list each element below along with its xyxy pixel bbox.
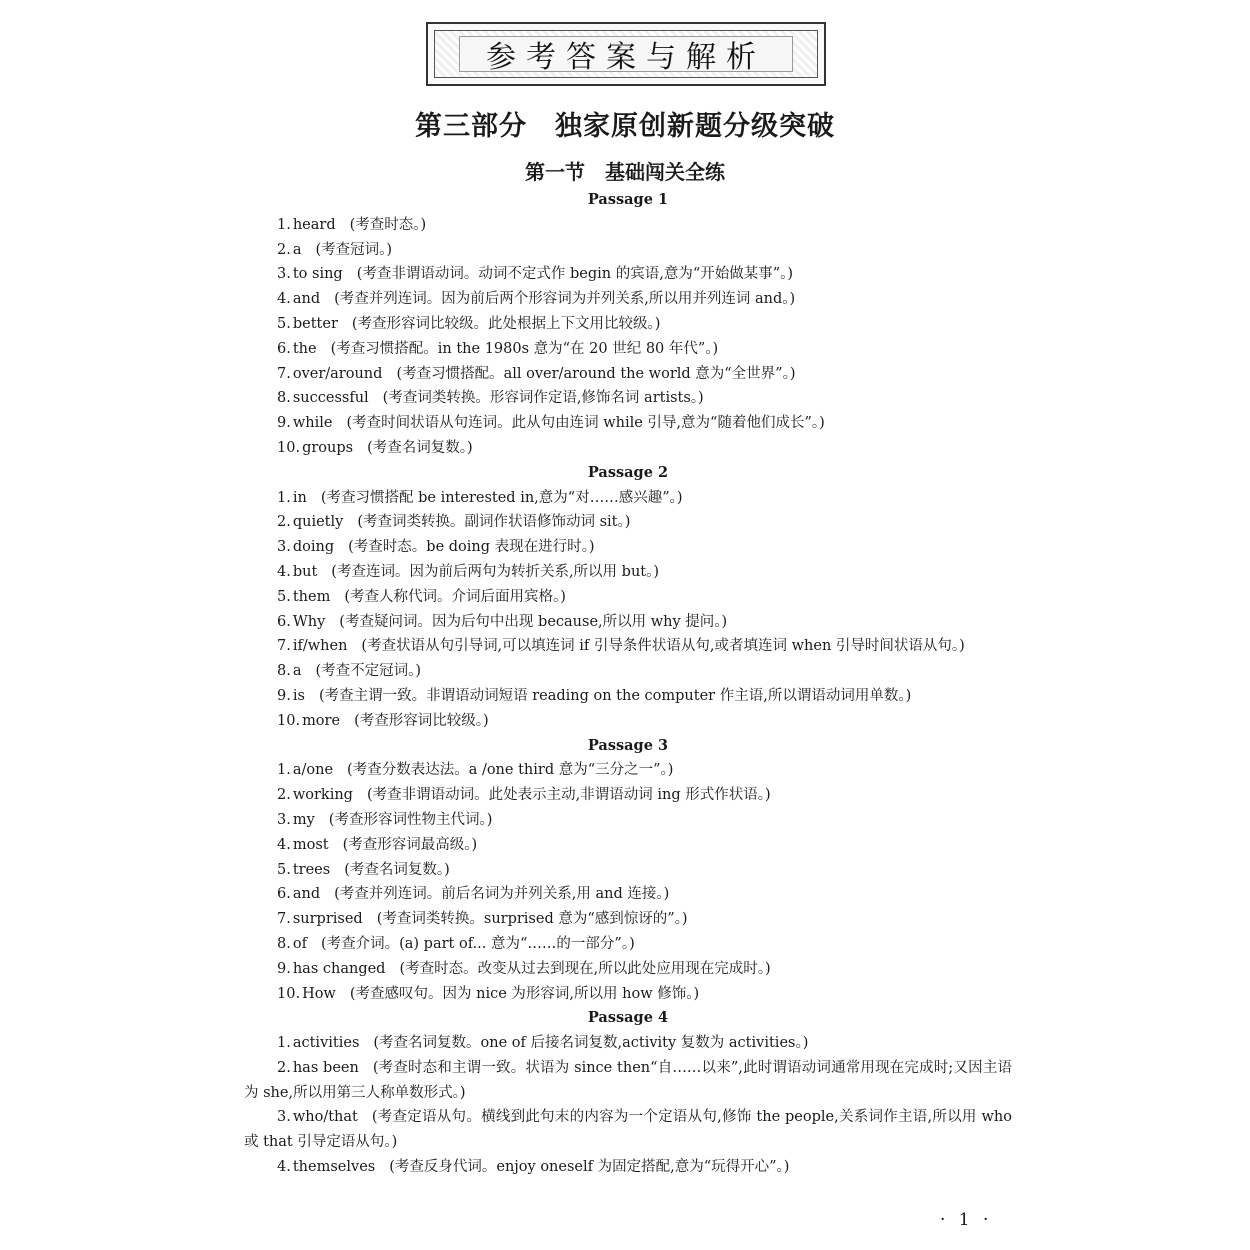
item-number: 7. [277, 911, 291, 928]
item-number: 8. [277, 663, 291, 680]
answer-item [244, 262, 1012, 287]
part-title: 第三部分 独家原创新题分级突破 [415, 111, 835, 142]
item-explanation: (考查时态和主谓一致。状语为 since then“自……以来”,此时谓语动词通常用现在完成时;又因主语为 she,所以用第三人称单数形式。) [244, 1059, 1012, 1101]
answer-item [244, 932, 1012, 957]
item-number: 6. [277, 886, 291, 903]
item-answer: quietly [292, 514, 344, 531]
answer-item [244, 510, 1012, 535]
item-answer: the [292, 340, 317, 357]
item-number: 1. [277, 489, 291, 506]
banner-title: 参考答案与解析 [486, 40, 766, 75]
item-explanation: (考查不定冠词。) [315, 663, 422, 680]
answer-item [244, 684, 1012, 709]
item-answer: trees [292, 861, 331, 878]
item-explanation: (考查并列连词。因为前后两个形容词为并列关系,所以用并列连词 and。) [334, 291, 796, 308]
item-answer: and [292, 291, 321, 308]
item-answer: a/one [292, 762, 334, 779]
answer-item [244, 808, 1012, 833]
title-banner [426, 22, 826, 86]
answer-item [244, 858, 1012, 883]
item-explanation: (考查形容词最高级。) [342, 836, 478, 853]
answer-item [244, 758, 1012, 783]
item-explanation: (考查人称代词。介词后面用宾格。) [344, 588, 566, 605]
item-explanation: (考查名词复数。) [367, 439, 473, 456]
item-number: 4. [277, 1159, 291, 1176]
item-explanation: (考查形容词比较级。此处根据上下文用比较级。) [351, 315, 661, 332]
answer-item [244, 337, 1012, 362]
item-number: 7. [277, 365, 291, 382]
item-number: 5. [277, 315, 291, 332]
item-number: 2. [277, 1059, 291, 1076]
banner-ornament-border [434, 30, 818, 78]
answer-item [244, 312, 1012, 337]
item-number: 2. [277, 787, 291, 804]
answer-item [244, 957, 1012, 982]
item-explanation: (考查定语从句。横线到此句末的内容为一个定语从句,修饰 the people,关系词作主语,所以用 who 或 that 引导定语从句。) [244, 1109, 1012, 1151]
item-answer: of [292, 935, 307, 952]
answer-item [244, 634, 1012, 659]
item-number: 9. [277, 687, 291, 704]
item-answer: my [292, 811, 315, 828]
item-explanation: (考查时态。be doing 表现在进行时。) [348, 539, 595, 556]
item-number: 6. [277, 340, 291, 357]
passage-heading: Passage 3 [587, 736, 669, 754]
item-answer: them [292, 588, 331, 605]
answer-item [244, 1056, 1012, 1106]
answer-item [244, 535, 1012, 560]
item-explanation: (考查反身代词。enjoy oneself 为固定搭配,意为“玩得开心”。) [389, 1159, 790, 1176]
item-explanation: (考查形容词比较级。) [354, 712, 489, 729]
banner-plate [459, 36, 793, 75]
item-explanation: (考查名词复数。) [344, 861, 450, 878]
item-answer: themselves [292, 1159, 376, 1176]
item-explanation: (考查词类转换。surprised 意为“感到惊讶的”。) [376, 911, 688, 928]
answer-item [244, 560, 1012, 585]
item-answer: surprised [292, 911, 363, 928]
item-explanation: (考查冠词。) [315, 241, 393, 258]
item-answer: is [292, 687, 305, 704]
answer-item [244, 411, 1012, 436]
item-answer: in [292, 489, 307, 506]
item-number: 1. [277, 216, 291, 233]
answer-item [244, 486, 1012, 511]
answer-item [244, 783, 1012, 808]
item-answer: doing [292, 539, 335, 556]
item-number: 7. [277, 638, 291, 655]
passage-heading: Passage 4 [587, 1009, 669, 1027]
item-answer: Why [292, 613, 326, 630]
answer-item [244, 610, 1012, 635]
answer-item [244, 1155, 1012, 1180]
item-number: 10. [277, 985, 301, 1002]
page-number: · 1 · [940, 1210, 993, 1230]
item-explanation: (考查非谓语动词。动词不定式作 begin 的宾语,意为“开始做某事”。) [356, 266, 794, 283]
answer-item [244, 1031, 1012, 1056]
item-explanation: (考查分数表达法。a /one third 意为“三分之一”。) [347, 762, 674, 779]
item-explanation: (考查形容词性物主代词。) [328, 811, 493, 828]
item-number: 5. [277, 861, 291, 878]
item-answer: and [292, 886, 321, 903]
item-explanation: (考查词类转换。副词作状语修饰动词 sit。) [357, 514, 631, 531]
item-number: 2. [277, 514, 291, 531]
item-answer: better [292, 315, 338, 332]
item-explanation: (考查习惯搭配。all over/around the world 意为“全世界”。) [396, 365, 796, 382]
answer-content [244, 188, 1012, 1180]
item-answer: most [292, 836, 329, 853]
answer-item [244, 436, 1012, 461]
answer-item [244, 907, 1012, 932]
item-explanation: (考查时态。改变从过去到现在,所以此处应用现在完成时。) [399, 960, 771, 977]
item-explanation: (考查时间状语从句连词。此从句由连词 while 引导,意为“随着他们成长”。) [346, 415, 825, 432]
item-explanation: (考查连词。因为前后两句为转折关系,所以用 but。) [331, 563, 660, 580]
answer-item [244, 882, 1012, 907]
item-number: 3. [277, 266, 291, 283]
item-number: 1. [277, 762, 291, 779]
item-number: 8. [277, 390, 291, 407]
item-explanation: (考查时态。) [349, 216, 427, 233]
passage-heading: Passage 2 [587, 463, 669, 481]
item-explanation: (考查习惯搭配。in the 1980s 意为“在 20 世纪 80 年代”。) [330, 340, 719, 357]
item-answer: who/that [292, 1109, 358, 1126]
answer-item [244, 709, 1012, 734]
answer-item [244, 238, 1012, 263]
item-number: 2. [277, 241, 291, 258]
item-explanation: (考查疑问词。因为后句中出现 because,所以用 why 提问。) [339, 613, 728, 630]
item-explanation: (考查主谓一致。非谓语动词短语 reading on the computer 作主语,所以谓语动词用单数。) [318, 687, 912, 704]
item-number: 3. [277, 811, 291, 828]
item-answer: has been [292, 1059, 359, 1076]
item-number: 9. [277, 960, 291, 977]
item-answer: has changed [292, 960, 386, 977]
item-answer: but [292, 563, 318, 580]
answer-item [244, 833, 1012, 858]
item-answer: if/when [292, 638, 348, 655]
section-title: 第一节 基础闯关全练 [525, 160, 725, 184]
item-number: 9. [277, 415, 291, 432]
item-number: 4. [277, 836, 291, 853]
item-number: 5. [277, 588, 291, 605]
item-explanation: (考查词类转换。形容词作定语,修饰名词 artists。) [382, 390, 704, 407]
item-answer: activities [292, 1035, 360, 1052]
item-answer: working [292, 787, 353, 804]
item-answer: more [302, 712, 341, 729]
answer-item [244, 386, 1012, 411]
answer-item [244, 659, 1012, 684]
passage-heading: Passage 1 [587, 191, 669, 208]
answer-item [244, 213, 1012, 238]
item-answer: groups [302, 439, 354, 456]
item-number: 10. [277, 712, 301, 729]
item-explanation: (考查并列连词。前后名词为并列关系,用 and 连接。) [334, 886, 670, 903]
answer-item [244, 1105, 1012, 1155]
item-number: 4. [277, 291, 291, 308]
answer-item [244, 982, 1012, 1007]
item-explanation: (考查状语从句引导词,可以填连词 if 引导条件状语从句,或者填连词 when 引导时间状语从句。) [361, 638, 965, 655]
answer-item [244, 585, 1012, 610]
item-number: 3. [277, 539, 291, 556]
item-answer: How [302, 985, 336, 1002]
item-number: 10. [277, 439, 301, 456]
item-explanation: (考查名词复数。one of 后接名词复数,activity 复数为 activities。) [373, 1035, 809, 1052]
item-number: 6. [277, 613, 291, 630]
item-answer: while [292, 415, 333, 432]
item-answer: a [292, 663, 302, 680]
item-answer: successful [292, 390, 369, 407]
item-explanation: (考查习惯搭配 be interested in,意为“对……感兴趣”。) [320, 489, 683, 506]
item-answer: heard [292, 216, 336, 233]
answer-item [244, 362, 1012, 387]
item-answer: over/around [292, 365, 383, 382]
item-number: 8. [277, 935, 291, 952]
answer-item [244, 287, 1012, 312]
item-number: 3. [277, 1109, 291, 1126]
item-number: 1. [277, 1035, 291, 1052]
item-number: 4. [277, 563, 291, 580]
item-answer: a [292, 241, 302, 258]
item-explanation: (考查非谓语动词。此处表示主动,非谓语动词 ing 形式作状语。) [366, 787, 771, 804]
item-answer: to sing [292, 266, 343, 283]
item-explanation: (考查感叹句。因为 nice 为形容词,所以用 how 修饰。) [349, 985, 700, 1002]
item-explanation: (考查介词。(a) part of... 意为“……的一部分”。) [320, 935, 635, 952]
